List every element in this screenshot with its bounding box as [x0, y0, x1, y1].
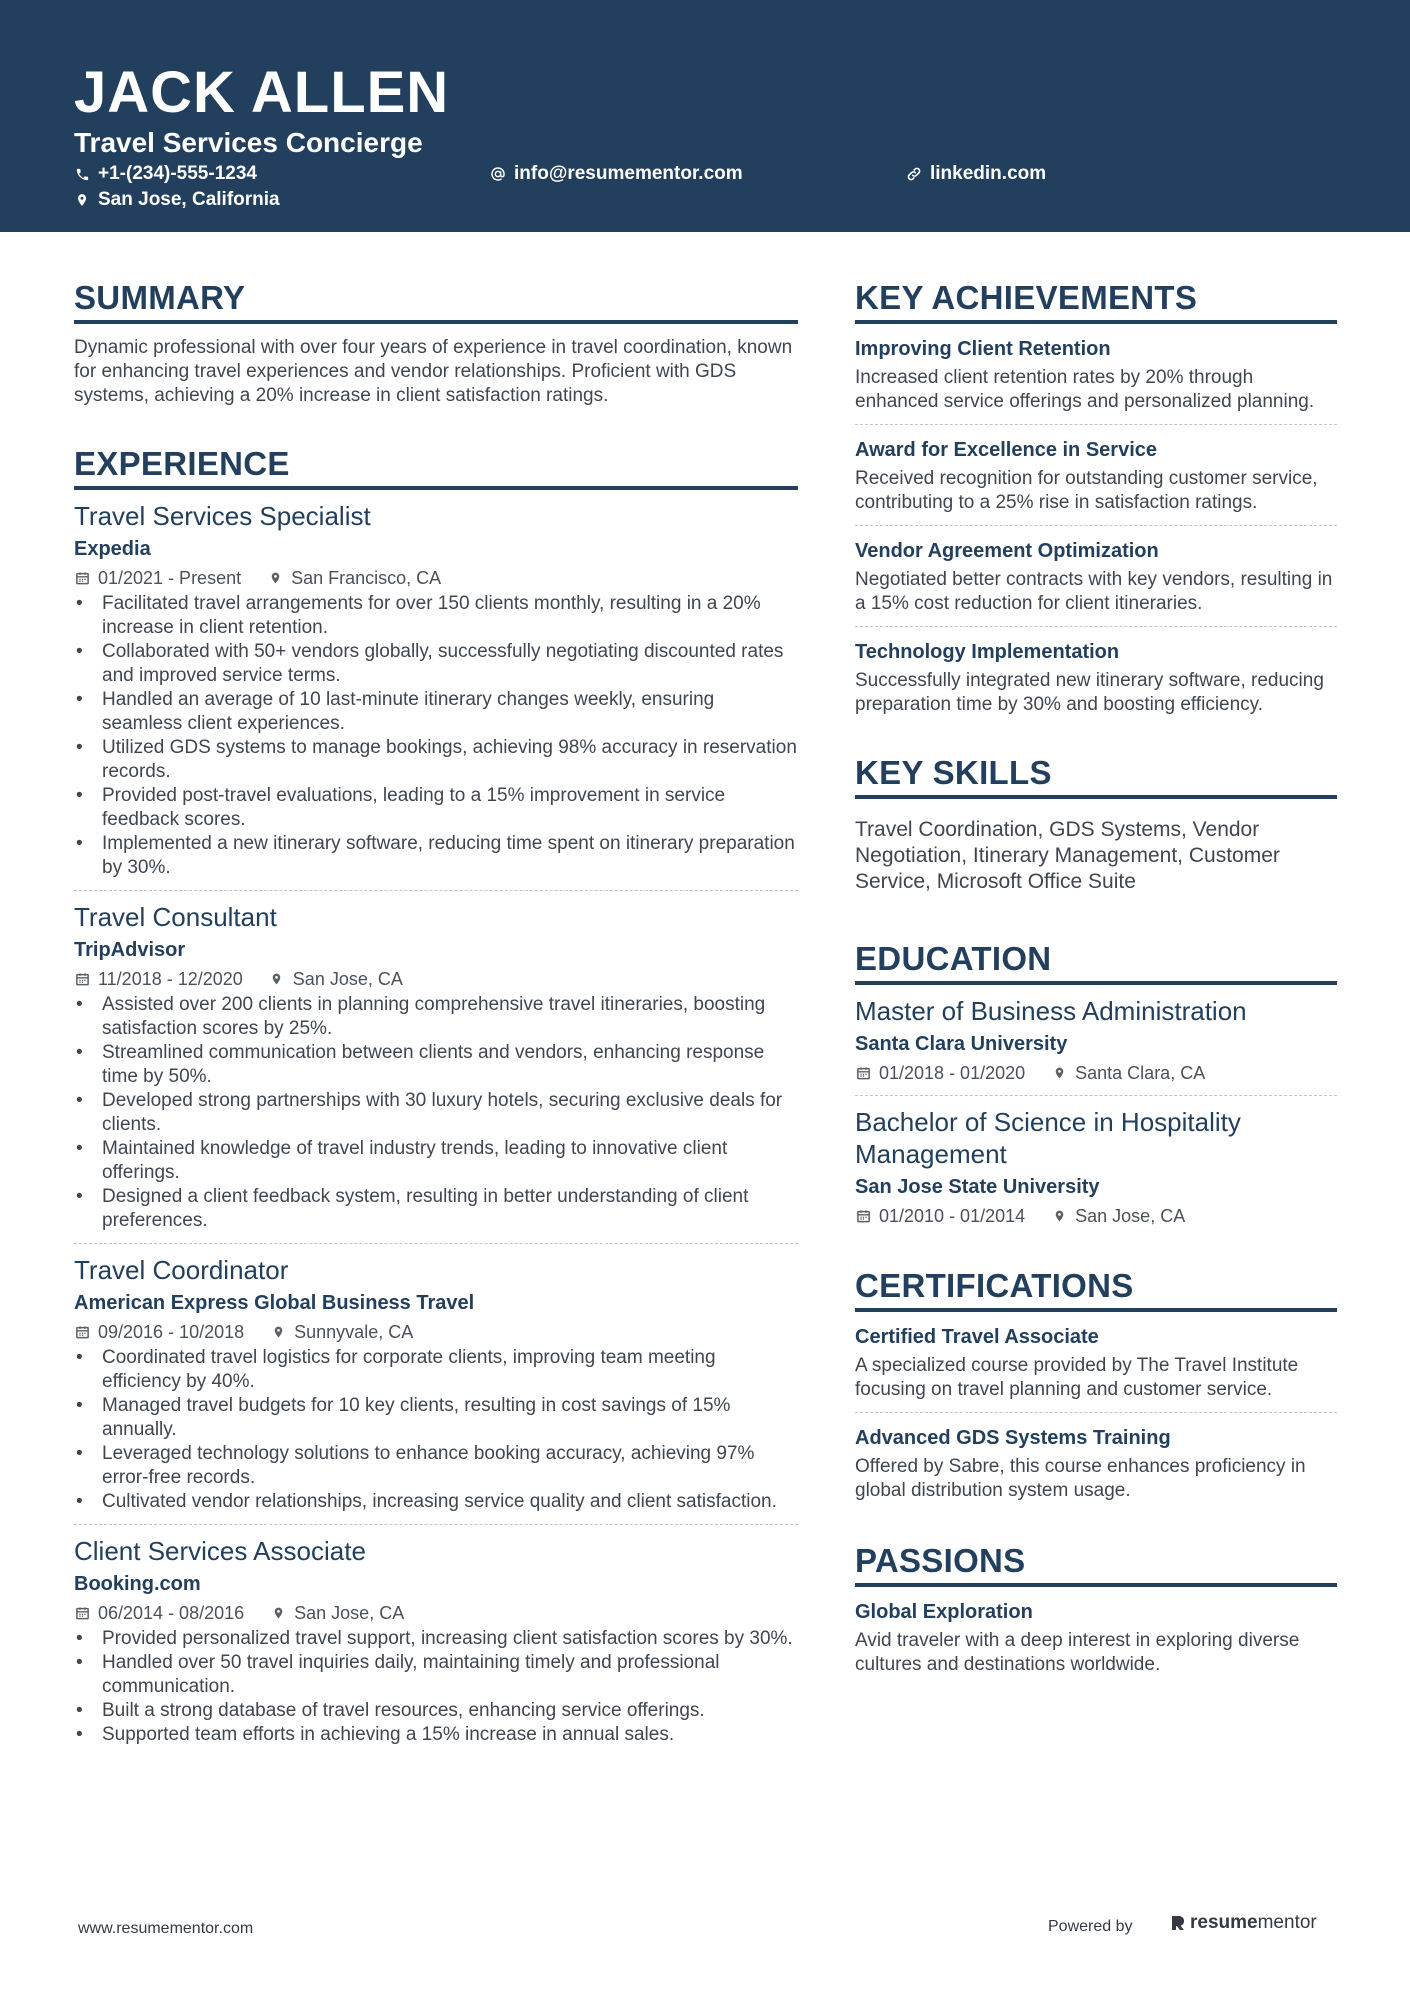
dates-text: 06/2014 - 08/2016 — [98, 1603, 245, 1623]
bullet-item: • Managed travel budgets for 10 key clients, resulting in cost savings of 15% annually. — [74, 1394, 798, 1442]
company-name: Expedia — [74, 538, 151, 560]
company-name: TripAdvisor — [74, 939, 186, 961]
dates-text: 01/2010 - 01/2014 — [879, 1206, 1026, 1226]
location-pin-icon — [267, 570, 283, 586]
education-item — [855, 1106, 1337, 1228]
calendar-icon — [855, 1208, 871, 1224]
achievement-desc: Successfully integrated new itinerary software, reducing preparation time by 30% and boosting efficiency. — [855, 670, 1324, 715]
certification-desc: A specialized course provided by The Travel Institute focusing on travel planning and customer service. — [855, 1355, 1299, 1400]
contact-linkedin[interactable] — [906, 162, 1046, 186]
job-entry — [74, 1254, 798, 1525]
linkedin-text: linkedin.com — [930, 163, 1047, 184]
location-text: San Jose, CA — [292, 969, 403, 989]
bullet-item: • Implemented a new itinerary software, reducing time spent on itinerary preparation by 30%. — [74, 832, 798, 880]
achievements-heading: KEY ACHIEVEMENTS — [855, 278, 1337, 324]
achievement-item — [855, 437, 1337, 526]
footer-powered-by: Powered by — [1048, 1918, 1133, 1935]
bullet-item: • Provided post-travel evaluations, leading to a 15% improvement in service feedback scores. — [74, 784, 798, 832]
bullet-item: • Leveraged technology solutions to enhance booking accuracy, achieving 97% error-free records. — [74, 1442, 798, 1490]
education-heading: EDUCATION — [855, 939, 1337, 985]
passion-desc: Avid traveler with a deep interest in exploring diverse cultures and destinations worldwide. — [855, 1630, 1300, 1675]
footer-website[interactable]: www.resumementor.com — [78, 1920, 254, 1937]
job-title: Travel Services Specialist — [74, 501, 371, 531]
meta-row — [74, 1601, 798, 1625]
achievement-title: Vendor Agreement Optimization — [855, 540, 1159, 562]
education-list — [855, 995, 1337, 1228]
bullet-item: • Utilized GDS systems to manage bookings, achieving 98% accuracy in reservation records. — [74, 736, 798, 784]
divider — [855, 1412, 1337, 1413]
achievement-item — [855, 336, 1337, 425]
experience-list — [74, 500, 798, 1747]
achievements-list — [855, 336, 1337, 717]
job-bullets — [74, 993, 798, 1233]
location-pin-icon — [1051, 1208, 1067, 1224]
degree-title: Master of Business Administration — [855, 996, 1247, 1026]
achievement-title: Award for Excellence in Service — [855, 439, 1158, 461]
location-text: San Jose, CA — [1075, 1206, 1186, 1226]
bullet-item: • Collaborated with 50+ vendors globally, successfully negotiating discounted rates and improved service terms. — [74, 640, 798, 688]
bullet-item: • Coordinated travel logistics for corporate clients, improving team meeting efficiency by 40%. — [74, 1346, 798, 1394]
divider — [855, 424, 1337, 425]
location-text: San Jose, CA — [294, 1603, 405, 1623]
dates-text: 11/2018 - 12/2020 — [98, 969, 243, 989]
achievement-desc: Negotiated better contracts with key vendors, resulting in a 15% cost reduction for client itineraries. — [855, 569, 1333, 614]
certification-item — [855, 1324, 1337, 1413]
dates-text: 01/2021 - Present — [98, 568, 242, 588]
passions-list — [855, 1599, 1337, 1677]
contact-phone[interactable] — [74, 162, 257, 186]
degree-title: Bachelor of Science in Hospitality Management — [855, 1107, 1241, 1169]
job-bullets — [74, 1627, 798, 1747]
logo-text-light: mentor — [1257, 1912, 1317, 1933]
calendar-icon — [855, 1065, 871, 1081]
job-title: Travel Coordinator — [74, 1255, 289, 1285]
location-text: San Jose, California — [98, 189, 280, 210]
location-pin-icon — [269, 971, 285, 987]
job-title: Client Services Associate — [74, 1536, 366, 1566]
bullet-item: • Supported team efforts in achieving a 15% increase in annual sales. — [74, 1723, 798, 1747]
divider — [855, 626, 1337, 627]
bullet-item: • Streamlined communication between clients and vendors, enhancing response time by 50%. — [74, 1041, 798, 1089]
calendar-icon — [74, 570, 90, 586]
bullet-item: • Built a strong database of travel resources, enhancing service offerings. — [74, 1699, 798, 1723]
location-pin-icon — [270, 1324, 286, 1340]
contact-location — [74, 188, 280, 212]
certification-title: Certified Travel Associate — [855, 1326, 1099, 1348]
location-pin-icon — [74, 192, 90, 208]
experience-heading: EXPERIENCE — [74, 444, 798, 490]
passion-item — [855, 1599, 1337, 1677]
location-text: Sunnyvale, CA — [294, 1322, 414, 1342]
meta-row — [855, 1061, 1337, 1085]
location-pin-icon — [1051, 1065, 1067, 1081]
location-text: San Francisco, CA — [291, 568, 442, 588]
summary-heading: SUMMARY — [74, 278, 798, 324]
bullet-item: • Assisted over 200 clients in planning comprehensive travel itineraries, boosting satisfaction scores by 25%. — [74, 993, 798, 1041]
summary-text: Dynamic professional with over four years of experience in travel coordination, known for enhancing travel experiences and vendor relationships. Proficient with GDS systems, achieving a 20% increase in client satisfaction ratings. — [74, 337, 793, 406]
resume-header — [0, 0, 1410, 232]
bullet-item: • Designed a client feedback system, resulting in better understanding of client preferences. — [74, 1185, 798, 1233]
meta-row — [74, 1320, 798, 1344]
bullet-item: • Cultivated vendor relationships, increasing service quality and client satisfaction. — [74, 1490, 798, 1514]
candidate-role: Travel Services Concierge — [74, 127, 423, 158]
achievement-desc: Received recognition for outstanding customer service, contributing to a 25% rise in satisfaction ratings. — [855, 468, 1318, 513]
bullet-item: • Handled over 50 travel inquiries daily, maintaining timely and professional communication. — [74, 1651, 798, 1699]
location-text: Santa Clara, CA — [1075, 1063, 1206, 1083]
bullet-item: • Facilitated travel arrangements for over 150 clients monthly, resulting in a 20% increase in client retention. — [74, 592, 798, 640]
job-bullets — [74, 592, 798, 880]
job-entry — [74, 500, 798, 891]
dates-text: 01/2018 - 01/2020 — [879, 1063, 1026, 1083]
meta-row — [74, 566, 798, 590]
divider — [74, 890, 798, 891]
calendar-icon — [74, 1605, 90, 1621]
passion-title: Global Exploration — [855, 1601, 1033, 1623]
meta-row — [855, 1204, 1337, 1228]
phone-icon — [74, 166, 90, 182]
school-name: San Jose State University — [855, 1176, 1100, 1198]
resumementor-logo[interactable] — [1170, 1912, 1317, 1934]
achievement-desc: Increased client retention rates by 20% through enhanced service offerings and personalized planning. — [855, 367, 1315, 412]
certification-title: Advanced GDS Systems Training — [855, 1427, 1171, 1449]
achievement-title: Technology Implementation — [855, 641, 1120, 663]
certification-item — [855, 1425, 1337, 1503]
passions-heading: PASSIONS — [855, 1541, 1337, 1587]
calendar-icon — [74, 1324, 90, 1340]
job-entry — [74, 1535, 798, 1747]
at-icon — [490, 166, 506, 182]
education-item — [855, 995, 1337, 1096]
company-name: Booking.com — [74, 1573, 201, 1595]
location-pin-icon — [270, 1605, 286, 1621]
bullet-item: • Developed strong partnerships with 30 luxury hotels, securing exclusive deals for clients. — [74, 1089, 798, 1137]
divider — [855, 1095, 1337, 1096]
certification-desc: Offered by Sabre, this course enhances proficiency in global distribution system usage. — [855, 1456, 1306, 1501]
email-text: info@resumementor.com — [514, 163, 743, 184]
company-name: American Express Global Business Travel — [74, 1292, 475, 1314]
skills-text: Travel Coordination, GDS Systems, Vendor Negotiation, Itinerary Management, Customer Service, Microsoft Office Suite — [855, 818, 1280, 893]
candidate-name: JACK ALLEN — [74, 60, 450, 125]
phone-text: +1-(234)-555-1234 — [98, 163, 257, 184]
certifications-heading: CERTIFICATIONS — [855, 1266, 1337, 1312]
school-name: Santa Clara University — [855, 1033, 1068, 1055]
job-title: Travel Consultant — [74, 902, 277, 932]
bullet-item: • Maintained knowledge of travel industry trends, leading to innovative client offerings. — [74, 1137, 798, 1185]
divider — [74, 1524, 798, 1525]
achievement-item — [855, 639, 1337, 717]
meta-row — [74, 967, 798, 991]
left-column — [74, 278, 798, 1747]
job-bullets — [74, 1346, 798, 1514]
divider — [855, 525, 1337, 526]
dates-text: 09/2016 - 10/2018 — [98, 1322, 245, 1342]
achievement-title: Improving Client Retention — [855, 338, 1111, 360]
link-icon — [906, 166, 922, 182]
bullet-item: • Provided personalized travel support, increasing client satisfaction scores by 30%. — [74, 1627, 798, 1651]
achievement-item — [855, 538, 1337, 627]
contact-email[interactable] — [490, 162, 743, 186]
calendar-icon — [74, 971, 90, 987]
skills-heading: KEY SKILLS — [855, 753, 1337, 799]
right-column — [855, 278, 1337, 1677]
bullet-item: • Handled an average of 10 last-minute itinerary changes weekly, ensuring seamless client experiences. — [74, 688, 798, 736]
logo-text-bold: resume — [1190, 1912, 1258, 1933]
resumementor-logo-icon — [1170, 1914, 1186, 1932]
certifications-list — [855, 1324, 1337, 1503]
job-entry — [74, 901, 798, 1244]
divider — [74, 1243, 798, 1244]
